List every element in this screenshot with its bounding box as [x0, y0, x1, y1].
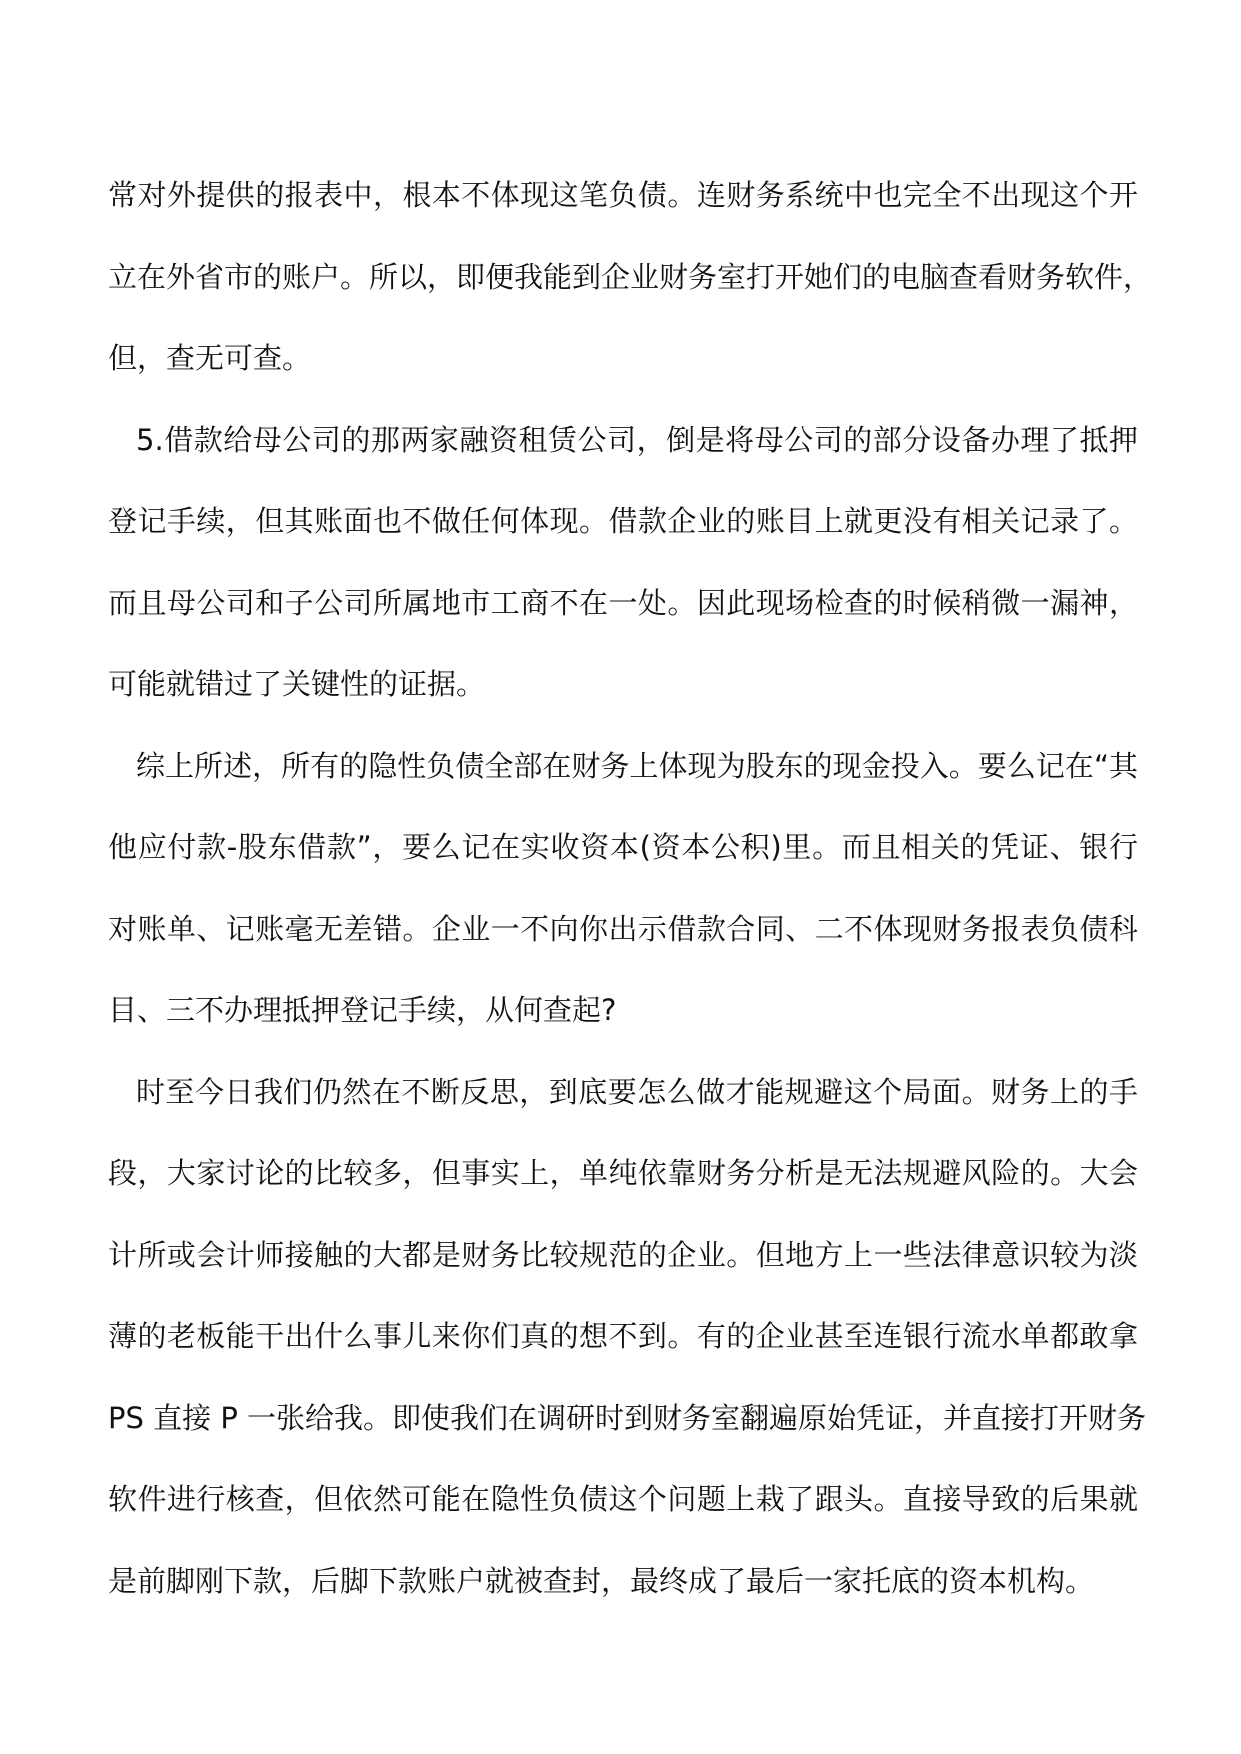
text-line: 5.借款给母公司的那两家融资租赁公司，倒是将母公司的部分设备办理了抵押 [136, 422, 1138, 457]
text-line: 登记手续，但其账面也不做任何体现。借款企业的账目上就更没有相关记录了。 [108, 504, 1138, 538]
document-page [108, 155, 1153, 1622]
text-line: 是前脚刚下款，后脚下款账户就被查封，最终成了最后一家托底的资本机构。 [108, 1563, 1095, 1598]
text-line: PS 直接 P 一张给我。即使我们在调研时到财务室翻遍原始凭证，并直接打开财务 [108, 1400, 1147, 1435]
paragraph [108, 726, 1138, 1052]
text-line: 常对外提供的报表中，根本不体现这笔负债。连财务系统中也完全不出现这个开 [108, 178, 1138, 212]
text-line: 可能就错过了关键性的证据。 [108, 667, 486, 701]
text-line: 而且母公司和子公司所属地市工商不在一处。因此现场检查的时候稍微一漏神， [108, 585, 1138, 620]
text-line: 对账单、记账毫无差错。企业一不向你出示借款合同、二不体现财务报表负债科 [108, 911, 1138, 946]
text-line: 薄的老板能干出什么事儿来你们真的想不到。有的企业甚至连银行流水单都敢拿 [108, 1319, 1138, 1353]
text-line: 时至今日我们仍然在不断反思，到底要怎么做才能规避这个局面。财务上的手 [136, 1074, 1138, 1109]
paragraph [108, 155, 1153, 400]
text-line: 目、三不办理抵押登记手续，从何查起? [108, 993, 617, 1027]
text-line: 立在外省市的账户。所以，即便我能到企业财务室打开她们的电脑查看财务软件， [108, 259, 1153, 294]
text-line: 软件进行核查，但依然可能在隐性负债这个问题上栽了跟头。直接导致的后果就 [108, 1482, 1138, 1516]
paragraph [108, 400, 1138, 726]
text-line: 综上所述，所有的隐性负债全部在财务上体现为股东的现金投入。要么记在“其 [136, 748, 1138, 783]
paragraph [108, 1052, 1147, 1623]
text-line: 但，查无可查。 [108, 341, 312, 375]
text-line: 段，大家讨论的比较多，但事实上，单纯依靠财务分析是无法规避风险的。大会 [108, 1156, 1138, 1190]
text-line: 计所或会计师接触的大都是财务比较规范的企业。但地方上一些法律意识较为淡 [108, 1237, 1138, 1272]
text-line: 他应付款-股东借款”，要么记在实收资本(资本公积)里。而且相关的凭证、银行 [108, 830, 1138, 864]
